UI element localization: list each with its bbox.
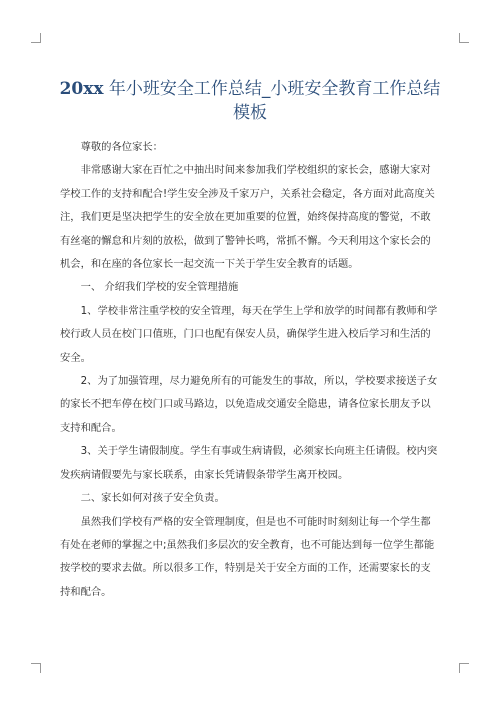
- document-body: [60, 136, 440, 604]
- section-heading-1: 一、 介绍我们学校的安全管理措施: [80, 281, 239, 294]
- crop-mark-top-right: [459, 33, 469, 43]
- crop-mark-bottom-left: [31, 663, 41, 673]
- crop-mark-top-left: [31, 33, 41, 43]
- salutation: 尊敬的各位家长：: [80, 141, 163, 153]
- title-text: 年小班安全工作总结_小班安全教育工作总结 模板: [103, 79, 441, 124]
- paragraph-intro: 非常感谢大家在百忙之中抽出时间来参加我们学校组织的家长会，感谢大家对学校工作的支持和配合!学生安全涉及千家万户，关系社会稳定，各方面对此高度关注，我们更是坚决把学生的安全放在更加重要的位置，始终保持高度的警觉，不敢有丝毫的懈怠和片刻的放松，做到了警钟长鸣，常抓不懈。今天利用这个家长会的机会，和在座的各位家长一起交流一下关于学生安全教育的话题。: [60, 164, 435, 271]
- paragraph-item-1: 1、学校非常注重学校的安全管理，每天在学生上学和放学的时间都有教师和学校行政人员在校门口值班，门口也配有保安人员，确保学生进入校后学习和生活的安全。: [60, 304, 438, 364]
- paragraph-closing: 虽然我们学校有严格的安全管理制度，但是也不可能时时刻刻让每一个学生都有处在老师的掌握之中;虽然我们多层次的安全教育，也不可能达到每一位学生都能按学校的要求去做。所以很多工作，特别是关于安全方面的工作，还需要家长的支持和配合。: [60, 515, 435, 598]
- document-title: [52, 77, 448, 125]
- section-heading-2: 二、家长如何对孩子安全负责。: [80, 492, 225, 505]
- crop-mark-bottom-right: [459, 663, 469, 673]
- paragraph-item-3: 3、关于学生请假制度。学生有事或生病请假，必须家长向班主任请假。校内突发疾病请假要先与家长联系，由家长凭请假条带学生离开校园。: [60, 445, 438, 481]
- title-number: 20xx: [59, 79, 104, 100]
- paragraph-item-2: 2、为了加强管理，尽力避免所有的可能发生的事故，所以，学校要求接送子女的家长不把车停在校门口或马路边，以免造成交通安全隐患，请各位家长朋友予以支持和配合。: [60, 375, 438, 434]
